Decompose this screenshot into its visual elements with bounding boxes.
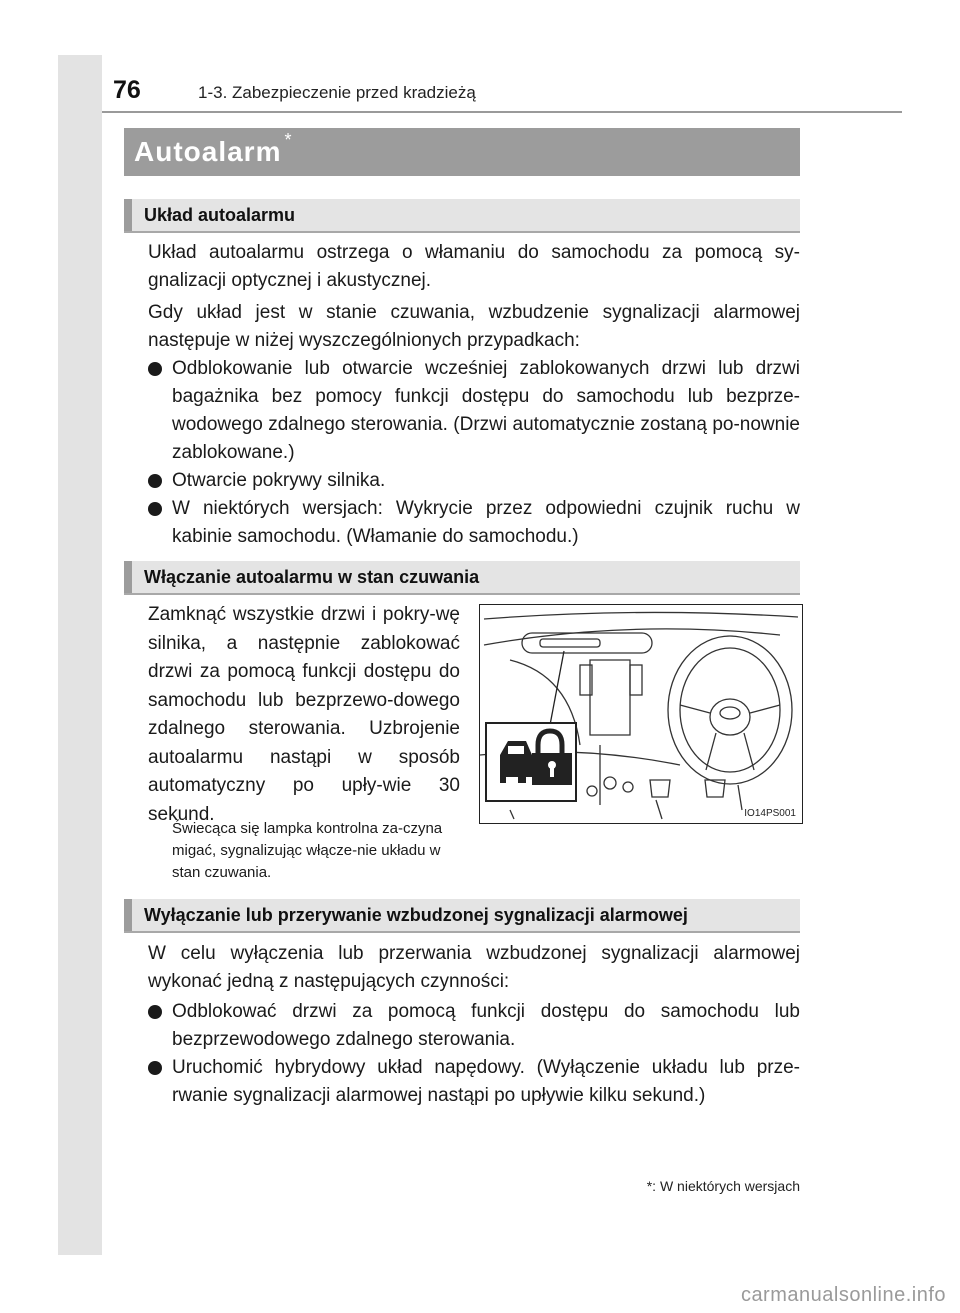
list-item: W niektórych wersjach: Wykrycie przez odpowiedni czujnik ruchu w kabinie samochodu. (Włamanie do samochodu.) — [148, 495, 800, 551]
dashboard-drawing — [480, 605, 802, 823]
footnote: *: W niektórych wersjach — [646, 1178, 800, 1194]
bullet-icon — [148, 1005, 162, 1019]
subheading-arming — [124, 561, 800, 595]
watermark: carmanualsonline.info — [740, 1284, 946, 1306]
list-item: Odblokowanie lub otwarcie wcześniej zablokowanych drzwi lub drzwi bagażnika bez pomocy funkcji dostępu do samochodu lub bezprze-wodowego zdalnego sterowania. (Drzwi automatycznie zostaną po-nownie zablokowane.) — [148, 355, 800, 467]
paragraph: Zamknąć wszystkie drzwi i pokry-wę silnika, a następnie zablokować drzwi za pomocą funkcji dostępu do samochodu lub bezprzewo-dowego zdalnego sterowania. Uzbrojenie autoalarmu nastąpi w sposób automatyczny po upły-wie 30 sekund. — [148, 604, 460, 825]
dashboard-illustration — [479, 604, 803, 824]
subheading-label: Włączanie autoalarmu w stan czuwania — [144, 566, 480, 587]
subheading-label: Układ autoalarmu — [144, 204, 296, 225]
bullet-icon — [148, 362, 162, 376]
paragraph: Układ autoalarmu ostrzega o włamaniu do samochodu za pomocą sy-gnalizacji optycznej i akustycznej. — [148, 242, 800, 291]
section-title-bar — [124, 128, 800, 176]
list-item: Otwarcie pokrywy silnika. — [148, 467, 800, 495]
page-number: 76 — [113, 76, 141, 104]
paragraph: W celu wyłączenia lub przerwania wzbudzonej sygnalizacji alarmowej wykonać jedną z następujących czynności: — [148, 943, 800, 992]
footnote-marker: * — [284, 129, 292, 150]
bullet-icon — [148, 474, 162, 488]
list-item: Odblokować drzwi za pomocą funkcji dostępu do samochodu lub bezprzewodowego zdalnego sterowania. — [148, 998, 800, 1054]
section-title: Autoalarm — [134, 136, 282, 167]
header-rule — [102, 111, 902, 113]
list-item: Uruchomić hybrydowy układ napędowy. (Wyłączenie układu lub prze-rwanie sygnalizacji alarmowej nastąpi po upływie kilku sekund.) — [148, 1054, 800, 1110]
car-lock-icon — [500, 741, 532, 783]
subheading-alarm-system — [124, 199, 800, 233]
bullet-icon — [148, 502, 162, 516]
side-tab-bar — [58, 55, 102, 1255]
figure-code: IO14PS001 — [744, 808, 796, 819]
subheading-label: Wyłączanie lub przerywanie wzbudzonej sygnalizacji alarmowej — [144, 904, 688, 925]
subheading-disarming — [124, 899, 800, 933]
chapter-title: 1-3. Zabezpieczenie przed kradzieżą — [198, 83, 476, 102]
paragraph: Gdy układ jest w stanie czuwania, wzbudzenie sygnalizacji alarmowej następuje w niżej wyszczególnionych przypadkach: — [148, 302, 800, 351]
note-text: Świecąca się lampka kontrolna za-czyna migać, sygnalizując włącze-nie układu w stan czuwania. — [172, 820, 443, 881]
bullet-icon — [148, 1061, 162, 1075]
